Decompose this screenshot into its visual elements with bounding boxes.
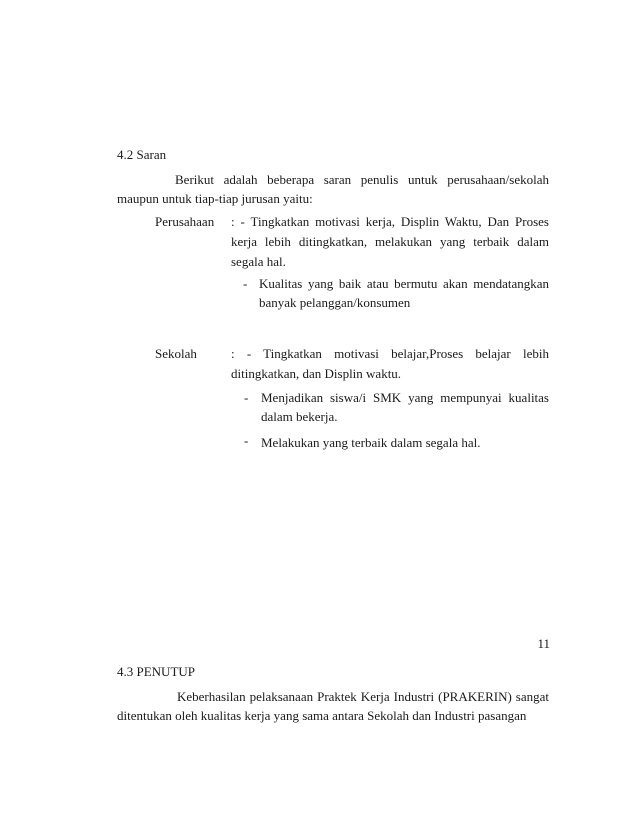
perusahaan-suggestion: : - Tingkatkan motivasi kerja, Displin Waktu, Dan Proses kerja lebih ditingkatkan, melakukan yang terbaik dalam segala hal. xyxy=(231,214,549,269)
sekolah-bullet-1-dash: - xyxy=(244,390,249,405)
sekolah-label: Sekolah xyxy=(155,346,197,361)
saran-intro-paragraph: Berikut adalah beberapa saran penulis untuk perusahaan/sekolah maupun untuk tiap-tiap jurusan yaitu: xyxy=(117,172,549,206)
sekolah-bullet-2-text: Melakukan yang terbaik dalam segala hal. xyxy=(261,435,481,450)
page-number: 11 xyxy=(537,636,550,651)
perusahaan-bullet-1-dash: - xyxy=(243,276,248,291)
section-4-3-heading: 4.3 PENUTUP xyxy=(117,664,196,679)
perusahaan-label: Perusahaan xyxy=(155,214,215,229)
perusahaan-bullet-1-text: Kualitas yang baik atau bermutu akan mendatangkan banyak pelanggan/konsumen xyxy=(259,276,549,310)
sekolah-suggestion: : - Tingkatkan motivasi belajar,Proses belajar lebih ditingkatkan, dan Displin waktu. xyxy=(231,346,549,381)
sekolah-bullet-1-text: Menjadikan siswa/i SMK yang mempunyai kualitas dalam bekerja. xyxy=(261,390,549,424)
penutup-paragraph: Keberhasilan pelaksanaan Praktek Kerja Industri (PRAKERIN) sangat ditentukan oleh kualitas kerja yang sama antara Sekolah dan Industri pasangan xyxy=(117,689,549,723)
sekolah-bullet-2-dash: - xyxy=(244,433,249,448)
section-4-2-heading: 4.2 Saran xyxy=(117,147,167,162)
